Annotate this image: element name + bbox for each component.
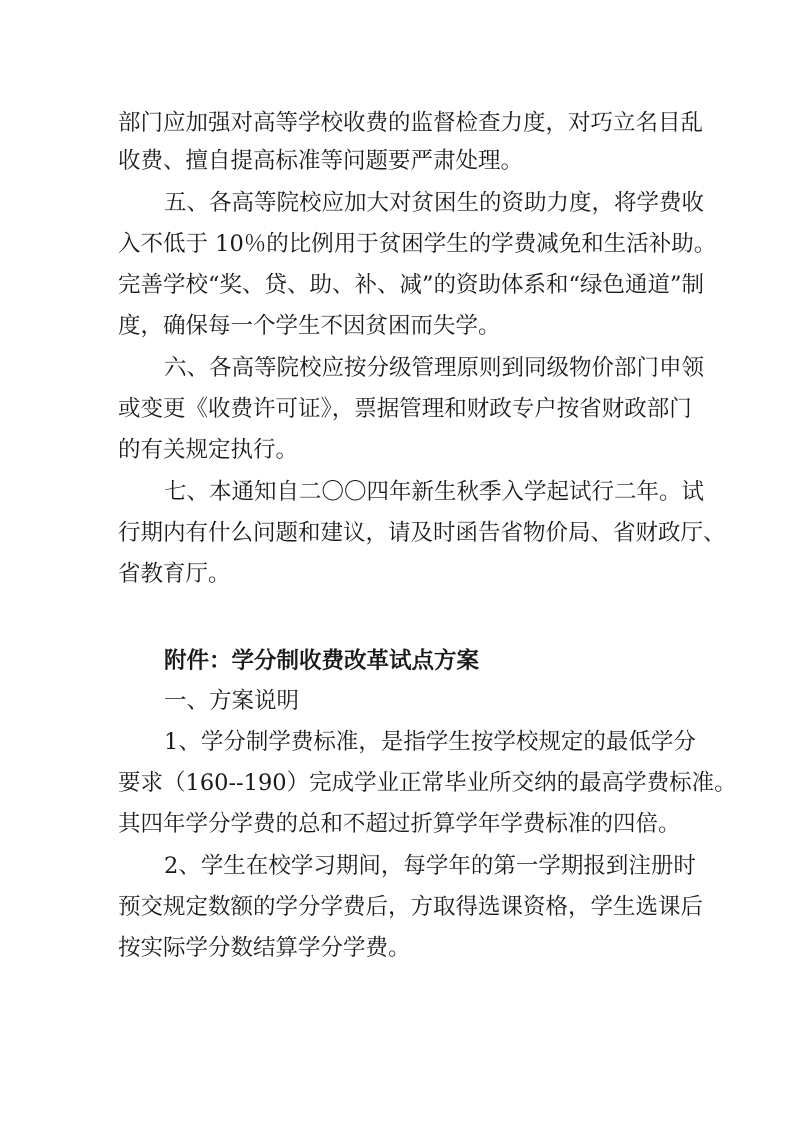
item-6-line-3: 的有关规定执行。 <box>118 437 299 463</box>
clause-1-line-1: 1、学分制学费标准，是指学生按学校规定的最低学分 <box>164 729 696 755</box>
section-heading-1: 一、方案说明 <box>164 688 300 714</box>
paragraph-4-line-2: 收费、擅自提高标准等问题要严肃处理。 <box>118 148 524 174</box>
clause-2-line-2: 预交规定数额的学分学费后，方取得选课资格，学生选课后 <box>118 894 704 920</box>
item-5-line-4: 度，确保每一个学生不因贫困而失学。 <box>118 313 501 339</box>
clause-2-line-1: 2、学生在校学习期间，每学年的第一学期报到注册时 <box>164 853 696 879</box>
clause-1-line-2: 要求（160--190）完成学业正常毕业所交纳的最高学费标准。 <box>118 770 737 796</box>
paragraph-4-line-1: 部门应加强对高等学校收费的监督检查力度，对巧立名目乱 <box>118 110 704 136</box>
clause-1-line-3: 其四年学分学费的总和不超过折算学年学费标准的四倍。 <box>118 811 681 837</box>
item-6-line-1: 六、各高等院校应按分级管理原则到同级物价部门申领 <box>164 355 705 381</box>
item-5-line-3: 完善学校“奖、贷、助、补、减”的资助体系和“绿色通道”制 <box>118 272 705 298</box>
item-7-line-3: 省教育厅。 <box>118 561 231 587</box>
clause-2-line-3: 按实际学分数结算学分学费。 <box>118 935 411 961</box>
item-5-line-2: 入不低于 10％的比例用于贫困学生的学费减免和生活补助。 <box>118 231 717 257</box>
item-5-line-1: 五、各高等院校应加大对贫困生的资助力度，将学费收 <box>164 190 705 216</box>
item-6-line-2: 或变更《收费许可证》，票据管理和财政专户按省财政部门 <box>118 396 692 422</box>
attachment-title: 附件：学分制收费改革试点方案 <box>164 648 480 674</box>
item-7-line-1: 七、本通知自二〇〇四年新生秋季入学起试行二年。试 <box>164 479 705 505</box>
item-7-line-2: 行期内有什么问题和建议，请及时函告省物价局、省财政厅、 <box>118 520 726 546</box>
